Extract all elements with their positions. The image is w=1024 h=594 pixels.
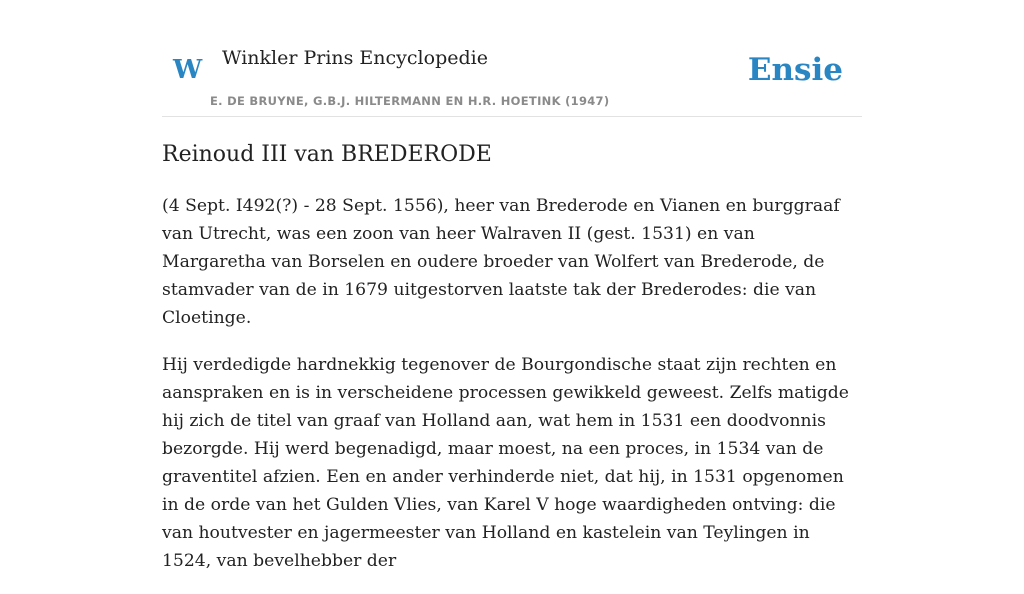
article	[162, 138, 862, 594]
source-title[interactable]: Winkler Prins Encyclopedie	[222, 47, 488, 69]
source-authors: E. DE BRUYNE, G.B.J. HILTERMANN EN H.R. HOETINK (1947)	[210, 94, 610, 108]
article-body	[162, 192, 862, 575]
ensie-logo[interactable]: Ensie	[747, 52, 843, 88]
winkler-prins-logo[interactable]: W	[173, 55, 203, 85]
article-title: Reinoud III van BREDERODE	[162, 142, 492, 167]
article-paragraph-2: Hij verdedigde hardnekkig tegenover de Bourgondische staat zijn rechten en aanspraken en is in verscheidene processen gewikkeld geweest. Zelfs matigde hij zich de titel van graaf van Holland aan, wat hem in 1531 een doodvonnis bezorgde. Hij werd begenadigd, maar moest, na een proces, in 1534 van de graventitel afzien. Een en ander verhinderde niet, dat hij, in 1531 opgenomen in de orde van het Gulden Vlies, van Karel V hoge waardigheden ontving: die van houtvester en jagermeester van Holland en kastelein van Teylingen in 1524, van bevelhebber der	[162, 355, 849, 571]
source-header	[162, 0, 862, 117]
article-paragraph-1: (4 Sept. I492(?) - 28 Sept. 1556), heer van Brederode en Vianen en burggraaf van Utrecht, was een zoon van heer Walraven II (gest. 1531) en van Margaretha van Borselen en oudere broeder van Wolfert van Brederode, de stamvader van de in 1679 uitgestorven laatste tak der Brederodes: die van Cloetinge.	[162, 196, 840, 328]
